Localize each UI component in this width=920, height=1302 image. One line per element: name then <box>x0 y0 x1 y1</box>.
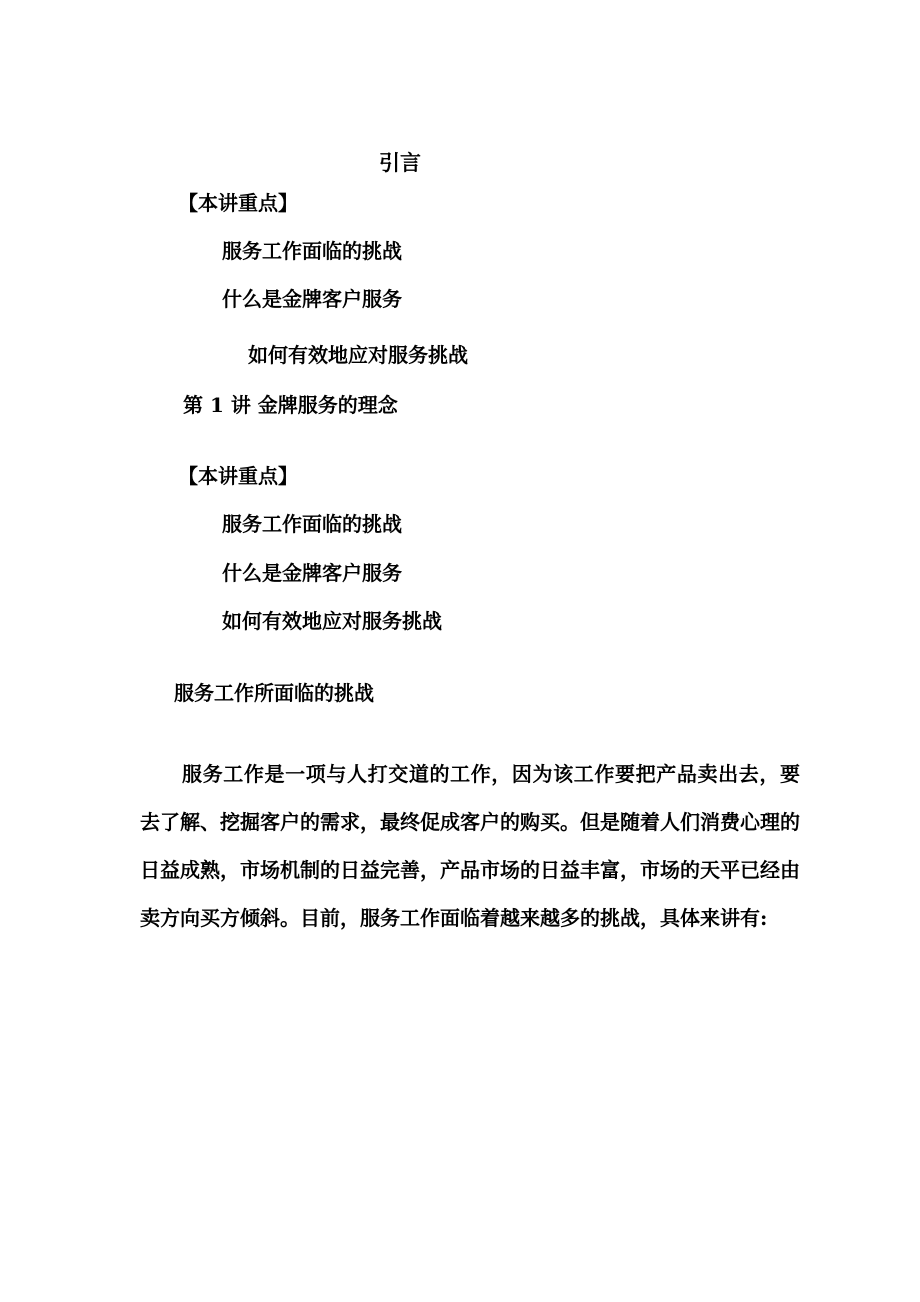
key-point-item: 如何有效地应对服务挑战 <box>222 609 442 633</box>
key-point-item: 服务工作面临的挑战 <box>222 239 402 263</box>
key-points-label: 【本讲重点】 <box>178 191 298 215</box>
key-point-item: 如何有效地应对服务挑战 <box>248 343 468 367</box>
key-point-item: 什么是金牌客户服务 <box>222 287 402 311</box>
page-title: 引言 <box>379 150 421 175</box>
section-heading: 服务工作所面临的挑战 <box>174 681 374 705</box>
body-paragraph: 服务工作是一项与人打交道的工作，因为该工作要把产品卖出去，要去了解、挖掘客户的需求，最终促成客户的购买。但是随着人们消费心理的日益成熟，市场机制的日益完善，产品市场的日益丰富，市场的天平已经由卖方向买方倾斜。目前，服务工作面临着越来越多的挑战，具体来讲有: <box>140 762 800 930</box>
lecture-heading: 第 1 讲 金牌服务的理念 <box>183 393 398 417</box>
key-point-item: 什么是金牌客户服务 <box>222 561 402 585</box>
key-points-label: 【本讲重点】 <box>178 464 298 488</box>
key-point-item: 服务工作面临的挑战 <box>222 512 402 536</box>
